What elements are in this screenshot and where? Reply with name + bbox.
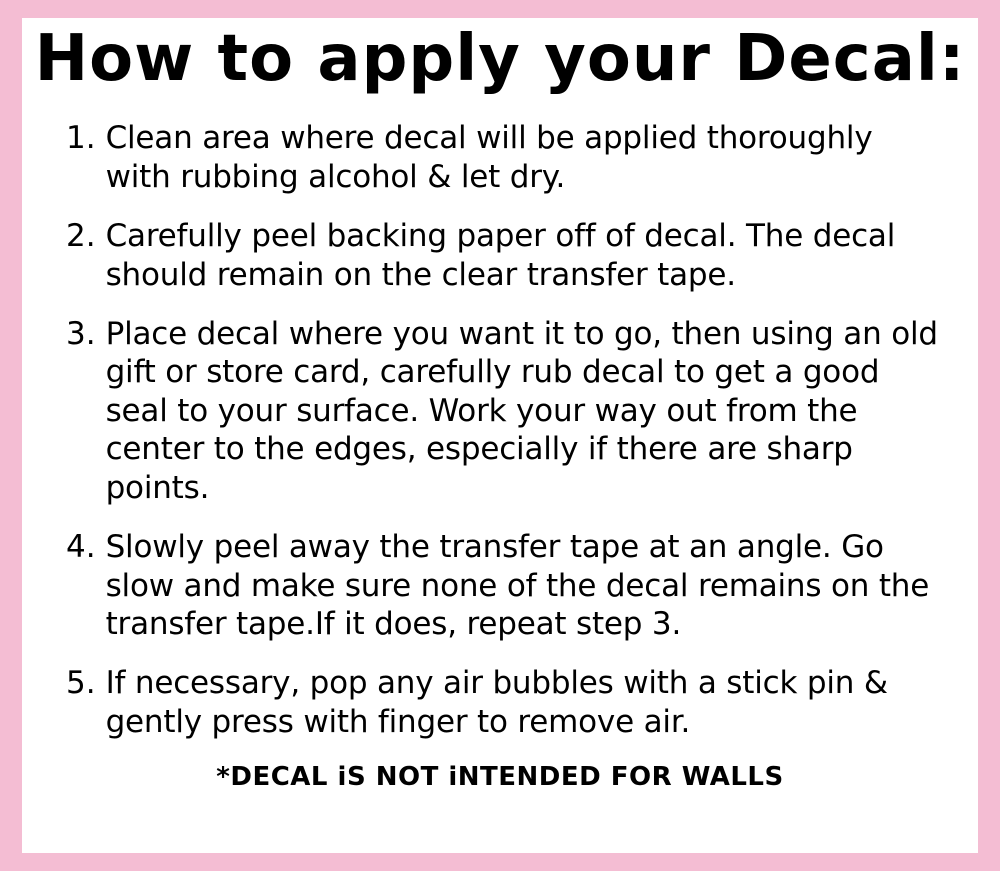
list-item — [66, 217, 944, 294]
step-number: 2. — [66, 218, 96, 255]
footnote: *DECAL iS NOT iNTENDED FOR WALLS — [216, 762, 784, 793]
step-number: 5. — [66, 665, 96, 702]
list-item — [66, 119, 944, 196]
step-text: Clean area where decal will be applied thoroughly with rubbing alcohol & let dry. — [105, 120, 873, 195]
step-text: Place decal where you want it to go, then using an old gift or store card, carefully rub decal to get a good seal to your surface. Work your way out from the center to the edges, especially if there are sharp points. — [105, 315, 938, 506]
step-number: 1. — [66, 120, 96, 157]
step-text: If necessary, pop any air bubbles with a stick pin & gently press with finger to remove air. — [105, 665, 888, 740]
step-text: Carefully peel backing paper off of decal. The decal should remain on the clear transfer tape. — [105, 218, 896, 293]
steps-list — [22, 119, 978, 741]
step-number: 3. — [66, 315, 96, 352]
list-item — [66, 315, 944, 507]
step-text: Slowly peel away the transfer tape at an angle. Go slow and make sure none of the decal remains on the transfer tape.If it does, repeat step 3. — [105, 529, 930, 642]
list-item — [66, 664, 944, 741]
page-title: How to apply your Decal: — [34, 22, 966, 96]
list-item — [66, 528, 944, 643]
step-number: 4. — [66, 529, 96, 566]
instruction-card — [22, 18, 978, 853]
